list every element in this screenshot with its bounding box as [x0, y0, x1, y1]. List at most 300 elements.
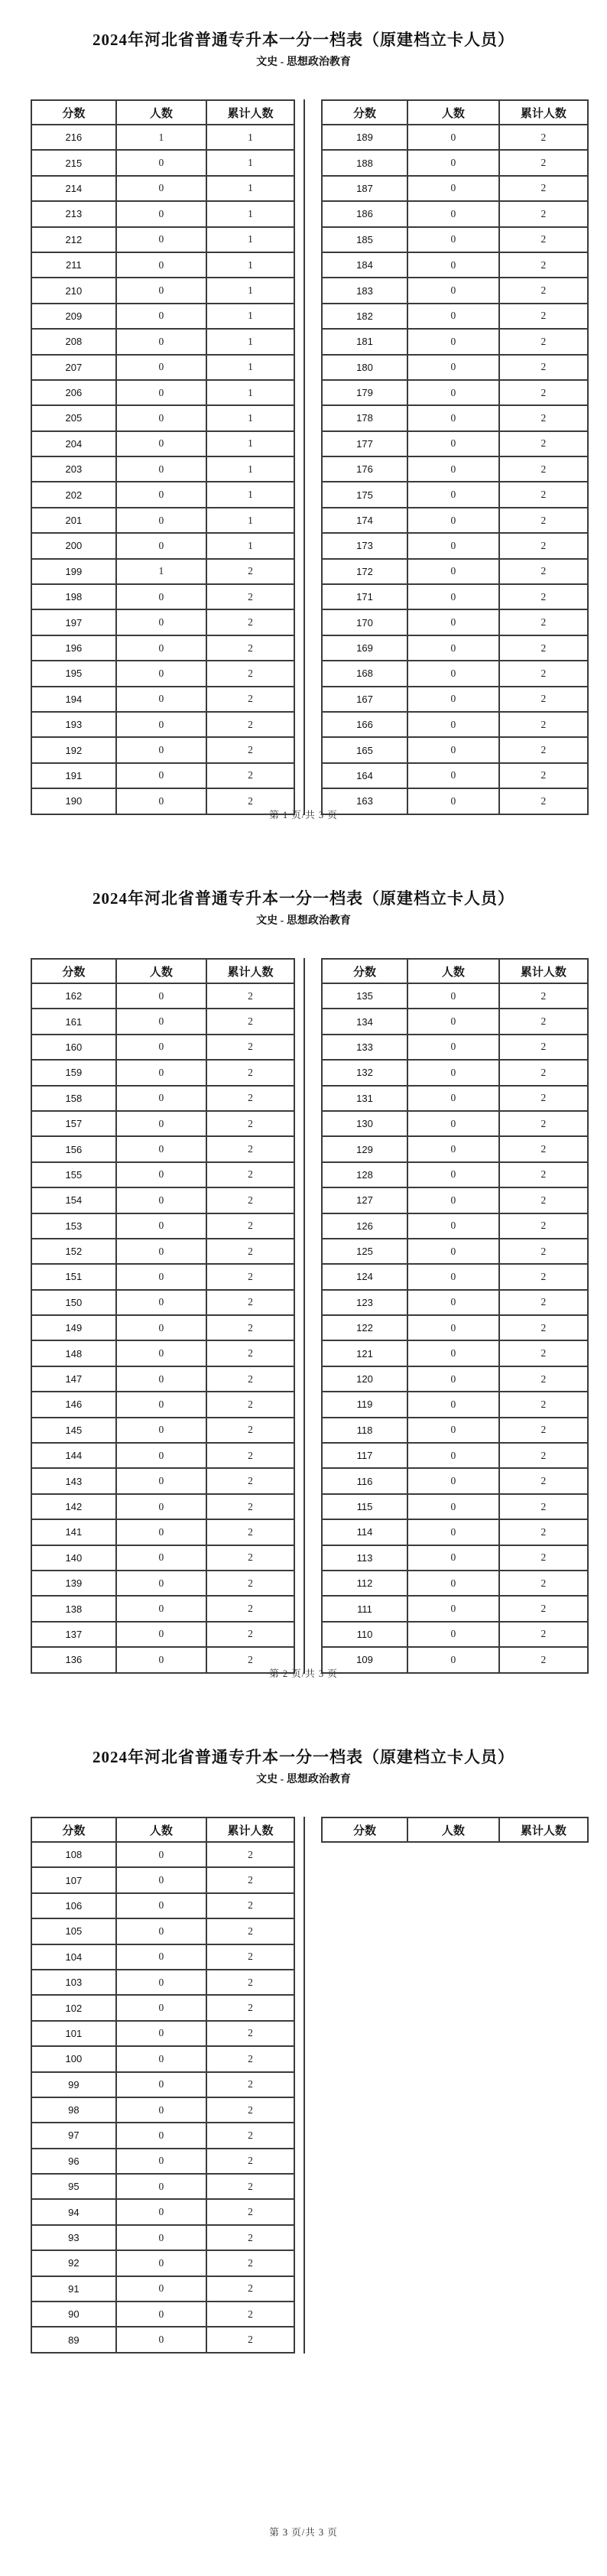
cumulative-cell: 2	[499, 559, 588, 584]
score-cell: 102	[31, 1995, 116, 2020]
score-cell: 195	[31, 661, 116, 686]
cumulative-cell: 2	[206, 1086, 294, 1111]
score-cell: 159	[31, 1060, 116, 1085]
count-cell: 0	[116, 1239, 206, 1264]
score-cell: 156	[31, 1136, 116, 1161]
score-cell: 110	[322, 1622, 407, 1647]
table-row	[31, 1086, 294, 1111]
table-row	[31, 405, 294, 430]
table-row	[31, 1468, 294, 1493]
score-cell: 115	[322, 1494, 407, 1519]
table-row	[322, 712, 588, 737]
count-cell: 0	[116, 380, 206, 405]
cumulative-cell: 2	[206, 712, 294, 737]
count-cell: 1	[116, 125, 206, 150]
cumulative-cell: 2	[499, 1392, 588, 1417]
table-row	[31, 2123, 294, 2148]
cumulative-cell: 2	[206, 1944, 294, 1970]
count-cell: 0	[407, 1545, 499, 1571]
table-row	[31, 1035, 294, 1060]
count-cell: 0	[407, 1596, 499, 1621]
cumulative-cell: 2	[499, 1290, 588, 1315]
cumulative-cell: 2	[499, 329, 588, 354]
count-cell: 0	[407, 1468, 499, 1493]
page-subtitle: 文史 - 思想政治教育	[256, 1774, 351, 1785]
count-cell: 0	[116, 2149, 206, 2174]
score-cell: 202	[31, 482, 116, 507]
count-cell: 0	[407, 737, 499, 762]
table-row	[322, 1187, 588, 1213]
count-cell: 0	[116, 712, 206, 737]
page-subtitle: 文史 - 思想政治教育	[256, 915, 351, 927]
count-cell: 0	[116, 2174, 206, 2199]
table-row	[322, 1468, 588, 1493]
table-row	[322, 150, 588, 175]
score-cell: 146	[31, 1392, 116, 1417]
score-cell: 90	[31, 2302, 116, 2327]
count-cell: 0	[116, 763, 206, 788]
cumulative-cell: 1	[206, 176, 294, 201]
count-cell: 0	[116, 1009, 206, 1034]
count-cell: 0	[116, 508, 206, 533]
table-row	[322, 983, 588, 1009]
table-row	[31, 2302, 294, 2327]
cumulative-cell: 1	[206, 278, 294, 303]
count-cell: 0	[116, 1213, 206, 1239]
count-cell: 0	[407, 201, 499, 226]
count-cell: 0	[116, 1944, 206, 1970]
cumulative-cell: 2	[206, 1918, 294, 1944]
score-cell: 182	[322, 304, 407, 329]
cumulative-cell: 2	[499, 1443, 588, 1468]
score-cell: 166	[322, 712, 407, 737]
score-cell: 173	[322, 533, 407, 558]
score-cell: 163	[322, 788, 407, 814]
cumulative-cell: 1	[206, 456, 294, 482]
count-cell: 0	[407, 1494, 499, 1519]
score-table-left	[31, 99, 295, 815]
count-cell: 0	[407, 380, 499, 405]
count-cell: 0	[116, 304, 206, 329]
score-cell: 150	[31, 1290, 116, 1315]
table-row	[31, 687, 294, 712]
count-cell: 0	[407, 983, 499, 1009]
score-cell: 157	[31, 1111, 116, 1136]
table-row	[31, 1009, 294, 1034]
cumulative-cell: 2	[499, 1366, 588, 1392]
cumulative-cell: 2	[499, 482, 588, 507]
score-cell: 96	[31, 2149, 116, 2174]
count-cell: 0	[407, 329, 499, 354]
count-cell: 0	[116, 1392, 206, 1417]
count-cell: 0	[407, 559, 499, 584]
cumulative-cell: 2	[206, 1213, 294, 1239]
cumulative-cell: 1	[206, 508, 294, 533]
table-row	[31, 2021, 294, 2046]
score-cell: 105	[31, 1918, 116, 1944]
column-header-cumulative: 累计人数	[206, 959, 294, 983]
score-cell: 167	[322, 687, 407, 712]
score-cell: 117	[322, 1443, 407, 1468]
header-row	[322, 100, 588, 125]
column-header-cumulative: 累计人数	[206, 100, 294, 125]
score-cell: 94	[31, 2199, 116, 2224]
count-cell: 0	[116, 355, 206, 380]
score-cell: 181	[322, 329, 407, 354]
cumulative-cell: 2	[206, 1418, 294, 1443]
table-row	[31, 2174, 294, 2199]
score-cell: 191	[31, 763, 116, 788]
cumulative-cell: 2	[499, 125, 588, 150]
table-row	[31, 2250, 294, 2276]
count-cell: 0	[116, 609, 206, 635]
page-1	[0, 0, 607, 859]
cumulative-cell: 2	[206, 1315, 294, 1340]
score-cell: 172	[322, 559, 407, 584]
count-cell: 0	[116, 2046, 206, 2071]
table-row	[31, 252, 294, 278]
score-cell: 194	[31, 687, 116, 712]
cumulative-cell: 2	[499, 635, 588, 661]
table-row	[322, 1571, 588, 1596]
table-row	[31, 1918, 294, 1944]
score-cell: 175	[322, 482, 407, 507]
score-cell: 188	[322, 150, 407, 175]
count-cell: 0	[116, 1086, 206, 1111]
table-row	[31, 661, 294, 686]
cumulative-cell: 1	[206, 482, 294, 507]
score-cell: 210	[31, 278, 116, 303]
cumulative-cell: 2	[499, 737, 588, 762]
table-row	[322, 1264, 588, 1289]
table-row	[322, 304, 588, 329]
table-row	[322, 609, 588, 635]
score-table-right	[321, 99, 589, 815]
column-header-cumulative: 累计人数	[206, 1817, 294, 1842]
count-cell: 0	[116, 252, 206, 278]
cumulative-cell: 2	[206, 2225, 294, 2250]
score-cell: 214	[31, 176, 116, 201]
table-row	[31, 1443, 294, 1468]
count-cell: 0	[407, 1340, 499, 1366]
score-cell: 130	[322, 1111, 407, 1136]
column-header-cumulative: 累计人数	[499, 959, 588, 983]
score-cell: 104	[31, 1944, 116, 1970]
score-cell: 145	[31, 1418, 116, 1443]
count-cell: 0	[116, 1622, 206, 1647]
table-row	[31, 508, 294, 533]
cumulative-cell: 2	[499, 1468, 588, 1493]
count-cell: 0	[407, 1162, 499, 1187]
column-header-score: 分数	[31, 1817, 116, 1842]
cumulative-cell: 2	[499, 380, 588, 405]
table-row	[31, 2149, 294, 2174]
score-cell: 89	[31, 2327, 116, 2352]
score-cell: 204	[31, 431, 116, 456]
table-row	[322, 737, 588, 762]
table-row	[31, 2097, 294, 2123]
count-cell: 0	[116, 1494, 206, 1519]
count-cell: 0	[116, 1596, 206, 1621]
score-cell: 95	[31, 2174, 116, 2199]
table-row	[31, 2046, 294, 2071]
count-cell: 0	[116, 1264, 206, 1289]
score-cell: 139	[31, 1571, 116, 1596]
table-row	[322, 1035, 588, 1060]
score-cell: 208	[31, 329, 116, 354]
count-cell: 0	[116, 1647, 206, 1672]
cumulative-cell: 2	[499, 456, 588, 482]
score-cell: 137	[31, 1622, 116, 1647]
cumulative-cell: 2	[499, 508, 588, 533]
score-cell: 107	[31, 1867, 116, 1892]
cumulative-cell: 2	[206, 1187, 294, 1213]
count-cell: 0	[116, 1162, 206, 1187]
table-divider	[304, 958, 305, 1674]
count-cell: 0	[116, 661, 206, 686]
count-cell: 0	[116, 150, 206, 175]
score-cell: 215	[31, 150, 116, 175]
score-cell: 216	[31, 125, 116, 150]
table-row	[31, 983, 294, 1009]
score-cell: 197	[31, 609, 116, 635]
cumulative-cell: 2	[206, 1366, 294, 1392]
table-row	[31, 1842, 294, 1867]
table-row	[31, 456, 294, 482]
count-cell: 0	[407, 661, 499, 686]
count-cell: 0	[407, 150, 499, 175]
count-cell: 0	[116, 687, 206, 712]
table-row	[322, 1009, 588, 1034]
cumulative-cell: 2	[499, 1035, 588, 1060]
count-cell: 0	[116, 2225, 206, 2250]
count-cell: 0	[407, 1418, 499, 1443]
score-cell: 207	[31, 355, 116, 380]
cumulative-cell: 2	[499, 983, 588, 1009]
table-row	[322, 1443, 588, 1468]
count-cell: 0	[116, 1136, 206, 1161]
score-cell: 164	[322, 763, 407, 788]
cumulative-cell: 2	[206, 1060, 294, 1085]
table-row	[31, 1596, 294, 1621]
score-cell: 132	[322, 1060, 407, 1085]
count-cell: 0	[116, 2123, 206, 2148]
count-cell: 0	[407, 1290, 499, 1315]
count-cell: 0	[116, 201, 206, 226]
score-cell: 136	[31, 1647, 116, 1672]
table-row	[322, 227, 588, 252]
score-cell: 119	[322, 1392, 407, 1417]
cumulative-cell: 2	[206, 1995, 294, 2020]
score-cell: 155	[31, 1162, 116, 1187]
header-row	[31, 959, 294, 983]
column-header-score: 分数	[322, 100, 407, 125]
cumulative-cell: 1	[206, 405, 294, 430]
cumulative-cell: 2	[206, 635, 294, 661]
cumulative-cell: 2	[206, 1035, 294, 1060]
table-row	[31, 1494, 294, 1519]
count-cell: 0	[116, 1571, 206, 1596]
score-cell: 162	[31, 983, 116, 1009]
score-cell: 177	[322, 431, 407, 456]
table-divider	[304, 99, 305, 815]
cumulative-cell: 2	[499, 1622, 588, 1647]
count-cell: 0	[116, 2072, 206, 2097]
count-cell: 0	[407, 584, 499, 609]
header-row	[322, 959, 588, 983]
table-row	[31, 712, 294, 737]
score-cell: 179	[322, 380, 407, 405]
cumulative-cell: 2	[499, 1647, 588, 1672]
cumulative-cell: 2	[499, 1418, 588, 1443]
column-header-cumulative: 累计人数	[499, 100, 588, 125]
count-cell: 0	[407, 1443, 499, 1468]
count-cell: 0	[407, 482, 499, 507]
table-row	[31, 431, 294, 456]
page-title: 2024年河北省普通专升本一分一档表（原建档立卡人员）	[93, 31, 514, 49]
score-cell: 205	[31, 405, 116, 430]
table-row	[31, 1060, 294, 1085]
table-row	[322, 533, 588, 558]
table-row	[322, 380, 588, 405]
cumulative-cell: 2	[206, 2097, 294, 2123]
cumulative-cell: 2	[206, 1443, 294, 1468]
score-cell: 161	[31, 1009, 116, 1034]
score-cell: 211	[31, 252, 116, 278]
score-cell: 126	[322, 1213, 407, 1239]
cumulative-cell: 2	[206, 1571, 294, 1596]
count-cell: 0	[407, 1187, 499, 1213]
cumulative-cell: 2	[206, 2123, 294, 2148]
score-cell: 180	[322, 355, 407, 380]
column-header-score: 分数	[31, 959, 116, 983]
table-row	[322, 329, 588, 354]
cumulative-cell: 1	[206, 431, 294, 456]
table-row	[31, 609, 294, 635]
table-row	[31, 2327, 294, 2352]
cumulative-cell: 2	[206, 687, 294, 712]
score-cell: 103	[31, 1970, 116, 1995]
count-cell: 0	[116, 1519, 206, 1545]
table-row	[322, 125, 588, 150]
score-cell: 118	[322, 1418, 407, 1443]
score-cell: 193	[31, 712, 116, 737]
cumulative-cell: 1	[206, 227, 294, 252]
score-cell: 199	[31, 559, 116, 584]
score-cell: 201	[31, 508, 116, 533]
cumulative-cell: 2	[206, 1340, 294, 1366]
score-cell: 100	[31, 2046, 116, 2071]
cumulative-cell: 2	[499, 405, 588, 430]
count-cell: 0	[116, 1893, 206, 1918]
score-cell: 97	[31, 2123, 116, 2148]
cumulative-cell: 2	[499, 1213, 588, 1239]
table-row	[31, 533, 294, 558]
score-cell: 203	[31, 456, 116, 482]
table-row	[31, 635, 294, 661]
score-cell: 170	[322, 609, 407, 635]
count-cell: 0	[407, 456, 499, 482]
table-row	[322, 1494, 588, 1519]
cumulative-cell: 1	[206, 380, 294, 405]
score-cell: 92	[31, 2250, 116, 2276]
table-row	[31, 278, 294, 303]
table-row	[322, 1519, 588, 1545]
table-divider	[304, 1817, 305, 2353]
table-row	[322, 635, 588, 661]
score-cell: 158	[31, 1086, 116, 1111]
count-cell: 0	[116, 227, 206, 252]
count-cell: 0	[116, 1035, 206, 1060]
cumulative-cell: 2	[206, 2072, 294, 2097]
cumulative-cell: 2	[206, 2302, 294, 2327]
table-row	[322, 176, 588, 201]
count-cell: 0	[407, 1035, 499, 1060]
cumulative-cell: 2	[206, 1162, 294, 1187]
count-cell: 0	[407, 1366, 499, 1392]
score-cell: 108	[31, 1842, 116, 1867]
cumulative-cell: 2	[206, 1970, 294, 1995]
score-cell: 189	[322, 125, 407, 150]
cumulative-cell: 2	[206, 2021, 294, 2046]
cumulative-cell: 2	[206, 1647, 294, 1672]
score-cell: 143	[31, 1468, 116, 1493]
table-row	[31, 1418, 294, 1443]
table-row	[322, 559, 588, 584]
count-cell: 0	[407, 1264, 499, 1289]
count-cell: 0	[407, 227, 499, 252]
header-row	[31, 100, 294, 125]
column-header-score: 分数	[322, 959, 407, 983]
score-cell: 206	[31, 380, 116, 405]
score-cell: 196	[31, 635, 116, 661]
table-row	[322, 1111, 588, 1136]
count-cell: 0	[116, 2021, 206, 2046]
score-cell: 168	[322, 661, 407, 686]
count-cell: 0	[116, 2276, 206, 2302]
table-row	[31, 482, 294, 507]
score-cell: 121	[322, 1340, 407, 1366]
table-row	[31, 1162, 294, 1187]
cumulative-cell: 2	[499, 1494, 588, 1519]
table-row	[322, 252, 588, 278]
cumulative-cell: 2	[206, 2276, 294, 2302]
table-row	[322, 1315, 588, 1340]
cumulative-cell: 2	[499, 533, 588, 558]
table-row	[31, 125, 294, 150]
score-cell: 174	[322, 508, 407, 533]
count-cell: 0	[407, 1519, 499, 1545]
score-cell: 134	[322, 1009, 407, 1034]
score-cell: 165	[322, 737, 407, 762]
score-cell: 152	[31, 1239, 116, 1264]
count-cell: 0	[116, 1187, 206, 1213]
cumulative-cell: 1	[206, 150, 294, 175]
table-row	[31, 2276, 294, 2302]
score-cell: 131	[322, 1086, 407, 1111]
score-table-left	[31, 1817, 295, 2353]
score-cell: 213	[31, 201, 116, 226]
score-cell: 122	[322, 1315, 407, 1340]
cumulative-cell: 2	[206, 1867, 294, 1892]
table-row	[31, 1264, 294, 1289]
table-row	[322, 1596, 588, 1621]
count-cell: 0	[116, 1842, 206, 1867]
table-row	[31, 1622, 294, 1647]
table-row	[31, 355, 294, 380]
score-cell: 140	[31, 1545, 116, 1571]
cumulative-cell: 2	[206, 1009, 294, 1034]
